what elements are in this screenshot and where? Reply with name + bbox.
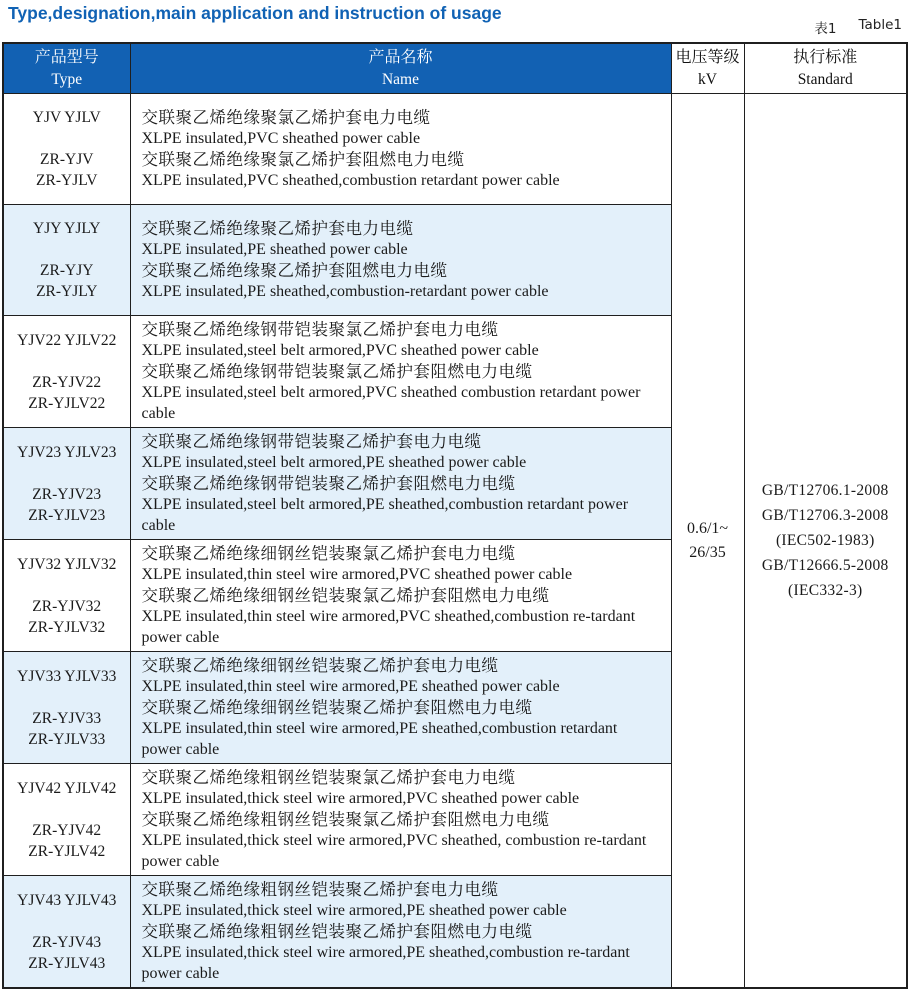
product-model: ZR-YJLV33	[28, 730, 106, 748]
product-name-zh: 交联聚乙烯绝缘钢带铠装聚乙烯护套电力电缆	[141, 432, 482, 451]
product-name-zh: 交联聚乙烯绝缘聚氯乙烯护套阻燃电力电缆	[141, 150, 465, 169]
product-name-cell	[130, 94, 671, 205]
product-model	[6, 239, 128, 260]
product-model: YJV YJLV	[32, 109, 101, 126]
product-name-en: XLPE insulated,steel belt armored,PE sheathed,combustion retardant power cable	[141, 496, 629, 534]
product-model: YJV23 YJLV23	[17, 443, 117, 461]
product-model: ZR-YJV43	[32, 933, 102, 951]
product-model: YJV22 YJLV22	[17, 331, 117, 349]
product-name-en: XLPE insulated,thick steel wire armored,PE sheathed,combustion re-tardant power cable	[141, 944, 630, 982]
product-name-zh: 交联聚乙烯绝缘聚乙烯护套阻燃电力电缆	[141, 261, 448, 280]
column-header-voltage	[671, 43, 744, 94]
table-row	[3, 94, 907, 205]
product-name-cell	[130, 652, 671, 764]
product-name-zh: 交联聚乙烯绝缘钢带铠装聚氯乙烯护套阻燃电力电缆	[141, 362, 533, 381]
product-name-en: XLPE insulated,PE sheathed,combustion-retardant power cable	[141, 283, 549, 300]
voltage-value: 0.6/1~	[686, 519, 729, 537]
voltage-value: 26/35	[689, 543, 726, 561]
product-model: YJV43 YJLV43	[17, 891, 117, 909]
product-name-zh: 交联聚乙烯绝缘细钢丝铠装聚乙烯护套电力电缆	[141, 656, 499, 675]
product-name-zh: 交联聚乙烯绝缘钢带铠装聚氯乙烯护套电力电缆	[141, 320, 499, 339]
product-type-cell	[3, 428, 130, 540]
product-name-zh: 交联聚乙烯绝缘聚氯乙烯护套电力电缆	[141, 108, 431, 127]
product-name-zh: 交联聚乙烯绝缘钢带铠装聚乙烯护套阻燃电力电缆	[141, 474, 516, 493]
column-header-name-en: Name	[381, 71, 419, 88]
product-name-en: XLPE insulated,thick steel wire armored,PVC sheathed, combustion re-tardant power cable	[141, 832, 647, 870]
product-model: ZR-YJV33	[32, 709, 102, 727]
product-model: ZR-YJLV	[36, 172, 98, 189]
column-header-standard	[744, 43, 907, 94]
product-type-cell	[3, 540, 130, 652]
column-header-name	[130, 43, 671, 94]
product-type-cell	[3, 316, 130, 428]
product-type-cell	[3, 94, 130, 205]
product-name-en: XLPE insulated,steel belt armored,PVC sheathed combustion retardant power cable	[141, 384, 641, 422]
column-header-type-en: Type	[51, 71, 83, 88]
product-name-en: XLPE insulated,PE sheathed power cable	[141, 241, 408, 258]
product-model: ZR-YJV22	[32, 373, 102, 391]
product-name-zh: 交联聚乙烯绝缘细钢丝铠装聚氯乙烯护套电力电缆	[141, 544, 516, 563]
product-name-zh: 交联聚乙烯绝缘细钢丝铠装聚氯乙烯护套阻燃电力电缆	[141, 586, 550, 605]
standard-value: (IEC332-3)	[788, 582, 863, 599]
product-name-en: XLPE insulated,steel belt armored,PE sheathed power cable	[141, 454, 527, 471]
table-body	[3, 94, 907, 989]
product-name-en: XLPE insulated,thick steel wire armored,PE sheathed power cable	[141, 902, 567, 919]
product-model: ZR-YJLV22	[28, 394, 106, 412]
product-name-zh: 交联聚乙烯绝缘细钢丝铠装聚乙烯护套阻燃电力电缆	[141, 698, 533, 717]
product-model	[6, 351, 128, 372]
product-name-en: XLPE insulated,thick steel wire armored,PVC sheathed power cable	[141, 790, 580, 807]
product-name-en: XLPE insulated,thin steel wire armored,PE sheathed,combustion retardant power cable	[141, 720, 618, 758]
product-type-cell	[3, 876, 130, 989]
product-model: YJV33 YJLV33	[17, 667, 117, 685]
standard-value: GB/T12666.5-2008	[761, 557, 889, 574]
standard-value: (IEC502-1983)	[775, 532, 875, 549]
table-caption-zh: 表1	[814, 21, 837, 37]
product-name-en: XLPE insulated,steel belt armored,PVC sheathed power cable	[141, 342, 539, 359]
table-caption	[814, 17, 902, 37]
product-model	[6, 128, 128, 149]
product-model: ZR-YJLV23	[28, 506, 106, 524]
column-header-name-zh: 产品名称	[368, 49, 433, 66]
product-name-cell	[130, 205, 671, 316]
product-model: ZR-YJLY	[36, 283, 98, 300]
product-type-cell	[3, 205, 130, 316]
product-model	[6, 911, 128, 932]
product-model: ZR-YJV	[40, 151, 94, 168]
page-title: Type,designation,main application and instruction of usage	[8, 3, 502, 23]
column-header-voltage-zh: 电压等级	[675, 49, 740, 66]
product-model: ZR-YJLV32	[28, 618, 106, 636]
voltage-grade-cell	[671, 94, 744, 989]
product-model: ZR-YJLV43	[28, 954, 106, 972]
product-name-cell	[130, 540, 671, 652]
product-name-zh: 交联聚乙烯绝缘粗钢丝铠装聚乙烯护套电力电缆	[141, 880, 499, 899]
product-name-en: XLPE insulated,thin steel wire armored,PVC sheathed power cable	[141, 566, 573, 583]
product-name-zh: 交联聚乙烯绝缘粗钢丝铠装聚氯乙烯护套阻燃电力电缆	[141, 810, 550, 829]
product-type-cell	[3, 652, 130, 764]
product-name-cell	[130, 764, 671, 876]
column-header-standard-zh: 执行标准	[793, 49, 858, 66]
table-header	[3, 43, 907, 94]
product-spec-table	[2, 42, 908, 989]
product-name-zh: 交联聚乙烯绝缘粗钢丝铠装聚乙烯护套阻燃电力电缆	[141, 922, 533, 941]
product-name-cell	[130, 876, 671, 989]
product-name-en: XLPE insulated,thin steel wire armored,PE sheathed power cable	[141, 678, 560, 695]
product-model: ZR-YJV23	[32, 485, 102, 503]
product-model: ZR-YJV42	[32, 821, 102, 839]
standard-value: GB/T12706.1-2008	[761, 482, 889, 499]
standard-value: GB/T12706.3-2008	[761, 507, 889, 524]
table-header-row	[3, 43, 907, 94]
product-name-en: XLPE insulated,PVC sheathed power cable	[141, 130, 421, 147]
product-name-cell	[130, 316, 671, 428]
column-header-type	[3, 43, 130, 94]
product-name-zh: 交联聚乙烯绝缘粗钢丝铠装聚氯乙烯护套电力电缆	[141, 768, 516, 787]
product-model	[6, 575, 128, 596]
product-model: YJV42 YJLV42	[17, 779, 117, 797]
product-model: YJY YJLY	[33, 220, 101, 237]
product-model	[6, 687, 128, 708]
standard-cell	[744, 94, 907, 989]
product-name-cell	[130, 428, 671, 540]
column-header-standard-en: Standard	[797, 71, 853, 88]
product-name-en: XLPE insulated,thin steel wire armored,PVC sheathed,combustion re-tardant power cable	[141, 608, 636, 646]
product-model	[6, 799, 128, 820]
column-header-voltage-en: kV	[698, 71, 717, 88]
column-header-type-zh: 产品型号	[34, 49, 99, 66]
product-model	[6, 463, 128, 484]
product-model: ZR-YJV32	[32, 597, 102, 615]
product-model: YJV32 YJLV32	[17, 555, 117, 573]
product-model: ZR-YJLV42	[28, 842, 106, 860]
product-model: ZR-YJY	[40, 262, 94, 279]
product-name-zh: 交联聚乙烯绝缘聚乙烯护套电力电缆	[141, 219, 414, 238]
table-caption-en: Table1	[858, 17, 902, 33]
product-name-en: XLPE insulated,PVC sheathed,combustion retardant power cable	[141, 172, 560, 189]
product-type-cell	[3, 764, 130, 876]
